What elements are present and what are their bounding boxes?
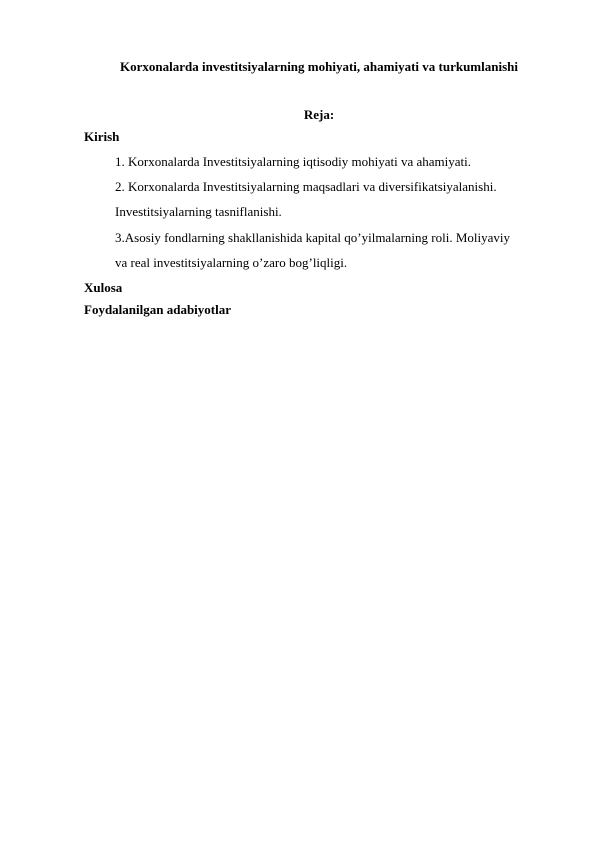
section-references: Foydalanilgan adabiyotlar xyxy=(84,302,231,317)
plan-item-3-line-2: va real investitsiyalarning o’zaro bog’liqligi. xyxy=(115,255,348,270)
plan-item-2-line-2: Investitsiyalarning tasniflanishi. xyxy=(115,204,282,219)
section-intro: Kirish xyxy=(84,129,120,144)
plan-heading: Reja: xyxy=(303,107,335,122)
document-title: Korxonalarda investitsiyalarning mohiyati, ahamiyati va turkumlanishi xyxy=(120,59,518,74)
section-conclusion: Xulosa xyxy=(84,280,123,295)
plan-item-2-line-1: 2. Korxonalarda Investitsiyalarning maqsadlari va diversifikatsiyalanishi. xyxy=(115,179,497,194)
plan-item-1: 1. Korxonalarda Investitsiyalarning iqtisodiy mohiyati va ahamiyati. xyxy=(115,154,471,169)
plan-item-3-line-1: 3.Asosiy fondlarning shakllanishida kapital qo’yilmalarning roli. Moliyaviy xyxy=(115,230,510,245)
